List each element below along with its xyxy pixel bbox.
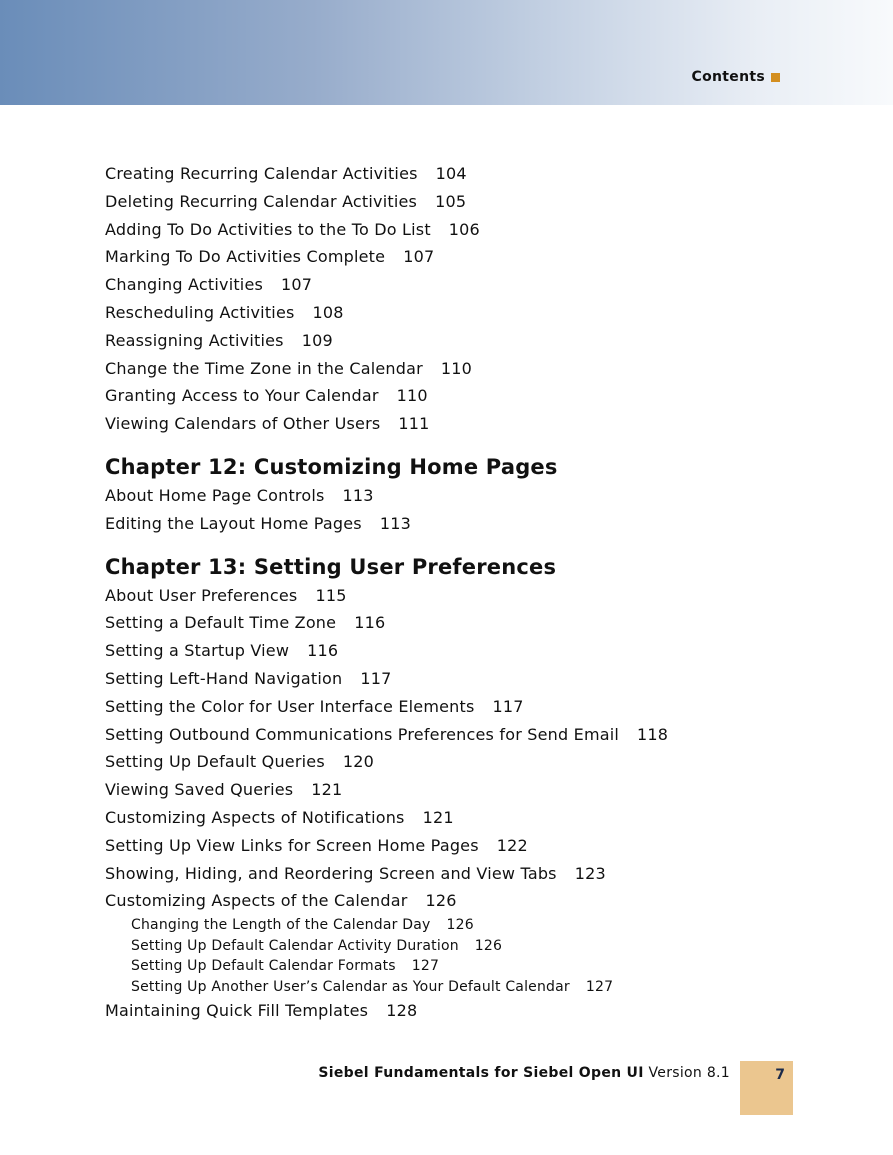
- toc-entry-page: 111: [398, 414, 430, 434]
- toc-entry-page: 105: [435, 191, 467, 211]
- toc-entry-title: Change the Time Zone in the Calendar: [105, 358, 423, 378]
- toc-entry[interactable]: [105, 804, 805, 832]
- chapter-section: [105, 552, 805, 1025]
- toc-entry-title: Setting a Startup View: [105, 641, 290, 661]
- toc-entry-title: Changing the Length of the Calendar Day: [131, 917, 431, 934]
- toc-entry-title: Viewing Saved Queries: [105, 780, 294, 800]
- toc-entry-title: Adding To Do Activities to the To Do List: [105, 219, 431, 239]
- toc-entry-title: Setting the Color for User Interface Elements: [105, 696, 475, 716]
- toc-entry-title: Showing, Hiding, and Reordering Screen and View Tabs: [105, 863, 557, 883]
- toc-entry-title: Customizing Aspects of the Calendar: [105, 891, 408, 911]
- toc-entry-page: 126: [425, 891, 457, 911]
- toc-entry[interactable]: [105, 582, 805, 610]
- toc-entry-page: 110: [440, 358, 473, 378]
- toc-entry-page: 116: [307, 641, 339, 661]
- toc-entry-page: 127: [585, 978, 614, 995]
- toc-entry-title: Rescheduling Activities: [105, 302, 295, 322]
- toc-entry-page: 126: [446, 917, 474, 934]
- toc-subentry[interactable]: [105, 956, 805, 977]
- toc-entry-page: 128: [386, 1001, 418, 1021]
- page-number: 7: [775, 1067, 785, 1083]
- toc-entry[interactable]: [105, 243, 805, 271]
- toc-entry[interactable]: [105, 327, 805, 355]
- toc-entry-title: Viewing Calendars of Other Users: [105, 414, 381, 434]
- toc-entry-page: 123: [574, 863, 606, 883]
- toc-entry-page: 110: [396, 386, 428, 406]
- toc-entry-title: Setting Outbound Communications Preferences for Send Email: [105, 724, 620, 744]
- toc-entry-page: 104: [435, 164, 467, 183]
- toc-entry-page: 121: [422, 807, 454, 827]
- toc-subentry[interactable]: [105, 977, 805, 998]
- toc-entry-page: 106: [448, 219, 480, 239]
- toc-entry-title: About Home Page Controls: [105, 485, 325, 505]
- toc-entry-page: 107: [403, 247, 435, 267]
- toc-entry[interactable]: [105, 637, 805, 665]
- table-of-contents: [105, 160, 805, 1025]
- toc-entry-title: Setting Up Another User’s Calendar as Your Default Calendar: [131, 978, 570, 995]
- toc-entry-title: Customizing Aspects of Notifications: [105, 807, 405, 827]
- toc-entry[interactable]: [105, 693, 805, 721]
- footer-version: Version 8.1: [648, 1065, 730, 1081]
- toc-entry-page: 108: [312, 302, 344, 322]
- toc-entry-title: Creating Recurring Calendar Activities: [105, 164, 418, 183]
- toc-entry[interactable]: [105, 271, 805, 299]
- toc-entry-page: 117: [492, 696, 524, 716]
- toc-entry-title: Setting a Default Time Zone: [105, 613, 337, 633]
- toc-entry-title: Changing Activities: [105, 275, 264, 295]
- toc-entry-page: 107: [281, 275, 313, 295]
- toc-entry-page: 122: [496, 835, 528, 855]
- toc-entry[interactable]: [105, 160, 805, 188]
- toc-entry-title: Editing the Layout Home Pages: [105, 513, 362, 533]
- toc-entry[interactable]: [105, 721, 805, 749]
- toc-entry-page: 113: [342, 485, 374, 505]
- page-number-box: [740, 1061, 793, 1115]
- toc-entry-page: 127: [411, 958, 440, 975]
- toc-entry[interactable]: [105, 665, 805, 693]
- toc-entry-page: 121: [311, 780, 343, 800]
- toc-entry[interactable]: [105, 188, 805, 216]
- toc-entry[interactable]: [105, 887, 805, 915]
- toc-entry-page: 126: [474, 937, 503, 954]
- chapter-heading[interactable]: Chapter 13: Setting User Preferences: [105, 554, 557, 579]
- toc-entry-title: Setting Up Default Calendar Formats: [131, 958, 396, 975]
- toc-entry-title: Reassigning Activities: [105, 330, 284, 350]
- toc-entry[interactable]: [105, 299, 805, 327]
- toc-entry-title: Maintaining Quick Fill Templates: [105, 1001, 369, 1021]
- toc-entry[interactable]: [105, 382, 805, 410]
- toc-entry-page: 117: [360, 668, 392, 688]
- toc-entry[interactable]: [105, 355, 805, 383]
- toc-entry[interactable]: [105, 609, 805, 637]
- toc-entry-page: 109: [301, 330, 333, 350]
- toc-entry-title: Setting Up Default Calendar Activity Duration: [131, 937, 459, 954]
- toc-entry-title: Setting Up Default Queries: [105, 752, 325, 772]
- running-header-title: Contents: [691, 69, 765, 85]
- toc-entry-page: 116: [354, 613, 386, 633]
- toc-entry[interactable]: [105, 860, 805, 888]
- toc-entry-title: Setting Up View Links for Screen Home Pages: [105, 835, 479, 855]
- toc-entry-title: About User Preferences: [105, 585, 298, 605]
- toc-entry[interactable]: [105, 748, 805, 776]
- toc-entry[interactable]: [105, 216, 805, 244]
- toc-entry-title: Marking To Do Activities Complete: [105, 247, 386, 267]
- toc-entry-page: 115: [315, 585, 347, 605]
- toc-entry-title: Granting Access to Your Calendar: [105, 386, 379, 406]
- toc-subentry[interactable]: [105, 936, 805, 957]
- toc-entry-page: 120: [342, 752, 374, 772]
- toc-entry[interactable]: [105, 776, 805, 804]
- footer: [318, 1065, 730, 1081]
- toc-entry[interactable]: [105, 410, 805, 438]
- header-square-marker-icon: [771, 73, 780, 82]
- toc-entry-title: Setting Left-Hand Navigation: [105, 668, 343, 688]
- chapter-section: [105, 452, 805, 538]
- toc-subentry[interactable]: [105, 915, 805, 936]
- footer-book-title: Siebel Fundamentals for Siebel Open UI: [318, 1065, 644, 1081]
- toc-entry[interactable]: [105, 482, 805, 510]
- toc-entry-page: 118: [637, 724, 669, 744]
- chapter-heading[interactable]: Chapter 12: Customizing Home Pages: [105, 454, 558, 479]
- toc-entry-page: 113: [379, 513, 411, 533]
- toc-entry-title: Deleting Recurring Calendar Activities: [105, 191, 418, 211]
- header-band: [0, 0, 893, 105]
- toc-entry[interactable]: [105, 510, 805, 538]
- toc-entry[interactable]: [105, 832, 805, 860]
- toc-entry[interactable]: [105, 997, 805, 1025]
